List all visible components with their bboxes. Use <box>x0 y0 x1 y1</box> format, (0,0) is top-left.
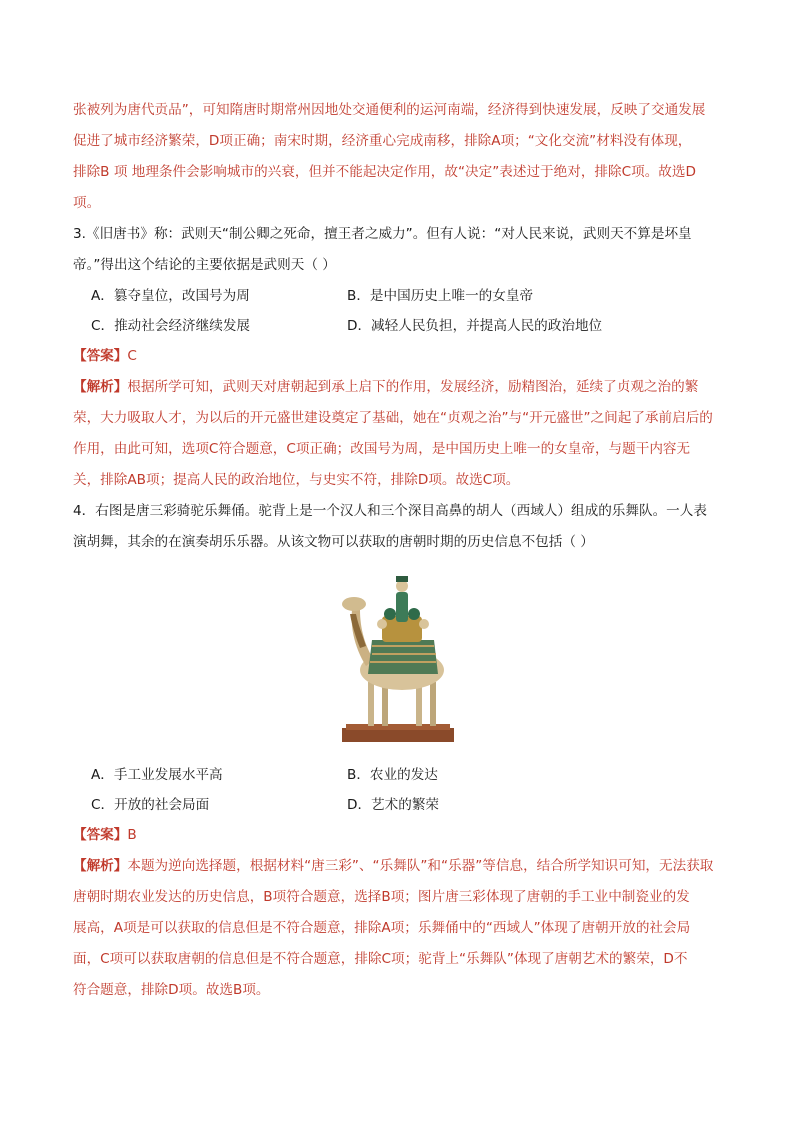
question-stem-line: 帝。”得出这个结论的主要依据是武则天（ ） <box>73 257 336 273</box>
text-line: 促进了城市经济繁荣，D项正确；南宋时期，经济重心完成南移，排除A项；“文化交流”材料没有体现， <box>73 133 692 149</box>
text-line: 项。 <box>73 195 101 211</box>
question-stem-line: 4．右图是唐三彩骑驼乐舞俑。驼背上是一个汉人和三个深目高鼻的胡人（西域人）组成的乐舞队。一人表 <box>73 503 707 519</box>
analysis-text: 根据所学可知，武则天对唐朝起到承上启下的作用，发展经济，励精图治，延续了贞观之治的繁 <box>127 379 699 395</box>
previous-analysis-continuation <box>73 95 722 219</box>
analysis-line: 关，排除AB项；提高人民的政治地位，与史实不符，排除D项。故选C项。 <box>73 472 520 488</box>
analysis-text: 本题为逆向选择题，根据材料“唐三彩”、“乐舞队”和“乐器”等信息，结合所学知识可知，无法获取 <box>127 858 714 874</box>
question-3 <box>73 219 722 496</box>
option-c: C．推动社会经济继续发展 <box>91 318 251 334</box>
analysis-label: 【解析】 <box>73 858 128 874</box>
answer-value: B <box>127 827 137 843</box>
analysis-line: 展高，A项是可以获取的信息但是不符合题意，排除A项；乐舞俑中的“西域人”体现了唐朝开放的社会局 <box>73 920 691 936</box>
answer-label: 【答案】 <box>73 348 128 364</box>
analysis-line: 面，C项可以获取唐朝的信息但是不符合题意，排除C项；驼背上“乐舞队”体现了唐朝艺术的繁荣，D不 <box>73 951 688 967</box>
options-grid <box>91 760 722 820</box>
analysis-line <box>73 372 722 403</box>
answer-line <box>73 341 722 372</box>
option-d: D．减轻人民负担，并提高人民的政治地位 <box>347 318 603 334</box>
option-b: B．农业的发达 <box>347 767 438 783</box>
analysis-label: 【解析】 <box>73 379 128 395</box>
option-c: C．开放的社会局面 <box>91 797 210 813</box>
answer-line <box>73 820 722 851</box>
question-stem-line: 3.《旧唐书》称：武则天“制公卿之死命，擅王者之威力”。但有人说：“对人民来说，武则天不算是坏皇 <box>73 226 692 242</box>
option-d: D．艺术的繁荣 <box>347 797 440 813</box>
question-4 <box>73 496 722 1006</box>
analysis-line: 作用，由此可知，选项C符合题意，C项正确；改国号为周，是中国历史上唯一的女皇帝，与题干内容无 <box>73 441 691 457</box>
analysis-line <box>73 851 722 882</box>
option-b: B．是中国历史上唯一的女皇帝 <box>347 288 534 304</box>
camel-figurine-image <box>73 570 722 750</box>
camel-figurine-icon <box>338 570 458 750</box>
answer-value: C <box>127 348 137 364</box>
analysis-line: 唐朝时期农业发达的历史信息，B项符合题意，选择B项；图片唐三彩体现了唐朝的手工业中制瓷业的发 <box>73 889 690 905</box>
analysis-line: 荣，大力吸取人才，为以后的开元盛世建设奠定了基础，她在“贞观之治”与“开元盛世”之间起了承前启后的 <box>73 410 713 426</box>
options-grid <box>91 281 722 341</box>
text-line: 排除B 项 地理条件会影响城市的兴衰，但并不能起决定作用，故“决定”表述过于绝对，排除C项。故选D <box>73 164 696 180</box>
answer-label: 【答案】 <box>73 827 128 843</box>
option-a: A．手工业发展水平高 <box>91 767 223 783</box>
option-a: A．篡夺皇位，改国号为周 <box>91 288 250 304</box>
question-stem-line: 演胡舞，其余的在演奏胡乐乐器。从该文物可以获取的唐朝时期的历史信息不包括（ ） <box>73 534 594 550</box>
text-line: 张被列为唐代贡品”，可知隋唐时期常州因地处交通便利的运河南端，经济得到快速发展，反映了交通发展 <box>73 102 706 118</box>
analysis-line: 符合题意，排除D项。故选B项。 <box>73 982 270 998</box>
